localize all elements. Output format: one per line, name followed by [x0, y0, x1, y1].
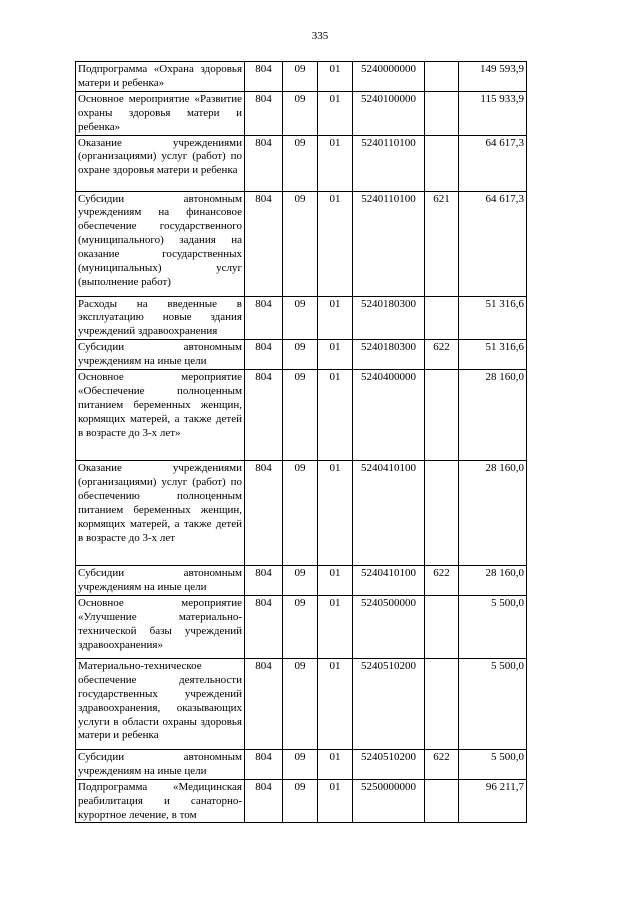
section-code: 09 [283, 191, 318, 296]
expense-type: 622 [425, 340, 459, 370]
amount: 115 933,9 [459, 91, 527, 135]
table-row [76, 461, 527, 566]
section-code: 09 [283, 595, 318, 658]
expense-type [425, 658, 459, 749]
ministry-code: 804 [245, 566, 283, 596]
ministry-code: 804 [245, 91, 283, 135]
row-name: Расходы на введенные в эксплуатацию новые здания учреждений здравоохранения [76, 296, 245, 340]
subsection-code: 01 [318, 566, 353, 596]
table-row [76, 749, 527, 779]
target-code: 5250000000 [353, 779, 425, 823]
ministry-code: 804 [245, 296, 283, 340]
section-code: 09 [283, 62, 318, 92]
table-row [76, 340, 527, 370]
table-row [76, 91, 527, 135]
subsection-code: 01 [318, 370, 353, 461]
ministry-code: 804 [245, 749, 283, 779]
row-name: Субсидии автономным учреждениям на иные цели [76, 340, 245, 370]
expense-type [425, 91, 459, 135]
expense-type [425, 370, 459, 461]
expense-type [425, 779, 459, 823]
target-code: 5240000000 [353, 62, 425, 92]
expense-type [425, 595, 459, 658]
subsection-code: 01 [318, 191, 353, 296]
subsection-code: 01 [318, 340, 353, 370]
section-code: 09 [283, 296, 318, 340]
table-row [76, 296, 527, 340]
ministry-code: 804 [245, 370, 283, 461]
expense-type [425, 461, 459, 566]
target-code: 5240510200 [353, 658, 425, 749]
target-code: 5240110100 [353, 191, 425, 296]
amount: 5 500,0 [459, 658, 527, 749]
target-code: 5240110100 [353, 135, 425, 191]
row-name: Подпрограмма «Охрана здоровья матери и ребенка» [76, 62, 245, 92]
subsection-code: 01 [318, 595, 353, 658]
ministry-code: 804 [245, 135, 283, 191]
table-row [76, 779, 527, 823]
table-row [76, 191, 527, 296]
target-code: 5240510200 [353, 749, 425, 779]
row-name: Материально-техническое обеспечение деятельности государственных учреждений здравоохранения, оказывающих услуги в области охраны здоровья матери и ребенка [76, 658, 245, 749]
section-code: 09 [283, 779, 318, 823]
row-name: Субсидии автономным учреждениям на иные цели [76, 749, 245, 779]
row-name: Оказание учреждениями (организациями) услуг (работ) по обеспечению полноценным питанием беременных женщин, кормящих матерей, а также детей в возрасте до 3-х лет [76, 461, 245, 566]
row-name: Подпрограмма «Медицинская реабилитация и санаторно-курортное лечение, в том [76, 779, 245, 823]
ministry-code: 804 [245, 595, 283, 658]
section-code: 09 [283, 370, 318, 461]
section-code: 09 [283, 658, 318, 749]
subsection-code: 01 [318, 296, 353, 340]
target-code: 5240100000 [353, 91, 425, 135]
ministry-code: 804 [245, 658, 283, 749]
subsection-code: 01 [318, 62, 353, 92]
row-name: Основное мероприятие «Обеспечение полноценным питанием беременных женщин, кормящих матерей, а также детей в возрасте до 3-х лет» [76, 370, 245, 461]
table-row [76, 135, 527, 191]
subsection-code: 01 [318, 749, 353, 779]
table-row [76, 566, 527, 596]
target-code: 5240400000 [353, 370, 425, 461]
amount: 51 316,6 [459, 296, 527, 340]
expense-type: 622 [425, 749, 459, 779]
row-name: Субсидии автономным учреждениям на финансовое обеспечение государственного (муниципального) задания на оказание государственных (муниципальных) услуг (выполнение работ) [76, 191, 245, 296]
amount: 51 316,6 [459, 340, 527, 370]
amount: 5 500,0 [459, 595, 527, 658]
row-name: Субсидии автономным учреждениям на иные цели [76, 566, 245, 596]
target-code: 5240180300 [353, 340, 425, 370]
amount: 28 160,0 [459, 370, 527, 461]
row-name: Основное мероприятие «Улучшение материально-технической базы учреждений здравоохранения» [76, 595, 245, 658]
section-code: 09 [283, 566, 318, 596]
table-row [76, 62, 527, 92]
section-code: 09 [283, 91, 318, 135]
amount: 28 160,0 [459, 461, 527, 566]
subsection-code: 01 [318, 91, 353, 135]
subsection-code: 01 [318, 658, 353, 749]
row-name: Оказание учреждениями (организациями) услуг (работ) по охране здоровья матери и ребенка [76, 135, 245, 191]
amount: 64 617,3 [459, 191, 527, 296]
subsection-code: 01 [318, 461, 353, 566]
amount: 64 617,3 [459, 135, 527, 191]
expense-type [425, 135, 459, 191]
section-code: 09 [283, 135, 318, 191]
expense-type [425, 296, 459, 340]
budget-table [75, 61, 527, 823]
expense-type: 621 [425, 191, 459, 296]
row-name: Основное мероприятие «Развитие охраны здоровья матери и ребенка» [76, 91, 245, 135]
ministry-code: 804 [245, 62, 283, 92]
section-code: 09 [283, 461, 318, 566]
amount: 149 593,9 [459, 62, 527, 92]
ministry-code: 804 [245, 191, 283, 296]
section-code: 09 [283, 340, 318, 370]
expense-type [425, 62, 459, 92]
target-code: 5240500000 [353, 595, 425, 658]
page-number: 335 [311, 30, 329, 42]
target-code: 5240410100 [353, 461, 425, 566]
amount: 28 160,0 [459, 566, 527, 596]
ministry-code: 804 [245, 461, 283, 566]
table-row [76, 595, 527, 658]
target-code: 5240410100 [353, 566, 425, 596]
ministry-code: 804 [245, 779, 283, 823]
ministry-code: 804 [245, 340, 283, 370]
amount: 5 500,0 [459, 749, 527, 779]
table-row [76, 658, 527, 749]
table-row [76, 370, 527, 461]
subsection-code: 01 [318, 779, 353, 823]
expense-type: 622 [425, 566, 459, 596]
section-code: 09 [283, 749, 318, 779]
subsection-code: 01 [318, 135, 353, 191]
amount: 96 211,7 [459, 779, 527, 823]
target-code: 5240180300 [353, 296, 425, 340]
